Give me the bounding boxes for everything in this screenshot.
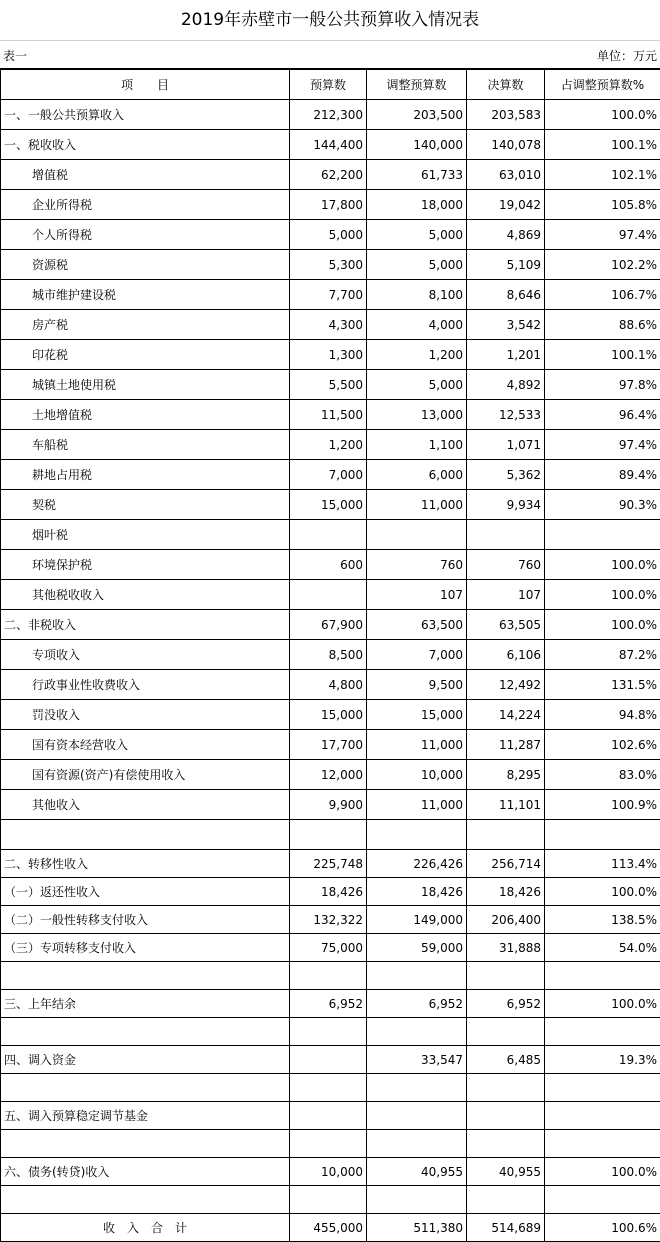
row-final: 1,201 xyxy=(467,340,545,370)
row-pct: 100.0% xyxy=(545,878,660,906)
table-row xyxy=(1,700,660,730)
table-row xyxy=(1,760,660,790)
row-budget xyxy=(290,1186,367,1214)
table-row xyxy=(1,820,660,850)
row-name: 车船税 xyxy=(1,430,290,460)
table-row xyxy=(1,1018,660,1046)
row-adjusted: 33,547 xyxy=(367,1046,467,1074)
row-adjusted: 107 xyxy=(367,580,467,610)
page-title: 2019年赤壁市一般公共预算收入情况表 xyxy=(0,0,660,41)
row-budget: 7,000 xyxy=(290,460,367,490)
row-adjusted xyxy=(367,1074,467,1102)
row-pct xyxy=(545,962,660,990)
row-final: 11,101 xyxy=(467,790,545,820)
row-budget: 132,322 xyxy=(290,906,367,934)
table-row xyxy=(1,520,660,550)
row-budget: 600 xyxy=(290,550,367,580)
row-adjusted xyxy=(367,820,467,850)
row-name: 印花税 xyxy=(1,340,290,370)
row-pct: 100.1% xyxy=(545,130,660,160)
row-final xyxy=(467,1102,545,1130)
row-pct xyxy=(545,820,660,850)
row-final: 8,646 xyxy=(467,280,545,310)
row-pct xyxy=(545,1130,660,1158)
row-name: 二、转移性收入 xyxy=(1,850,290,878)
row-name: 行政事业性收费收入 xyxy=(1,670,290,700)
table-row xyxy=(1,130,660,160)
row-adjusted: 4,000 xyxy=(367,310,467,340)
row-name: 个人所得税 xyxy=(1,220,290,250)
table-header-row xyxy=(1,70,660,100)
row-pct: 96.4% xyxy=(545,400,660,430)
row-adjusted: 1,200 xyxy=(367,340,467,370)
row-name xyxy=(1,1186,290,1214)
row-pct: 94.8% xyxy=(545,700,660,730)
row-adjusted: 5,000 xyxy=(367,250,467,280)
table-row xyxy=(1,934,660,962)
row-pct: 19.3% xyxy=(545,1046,660,1074)
row-name: 企业所得税 xyxy=(1,190,290,220)
row-adjusted: 59,000 xyxy=(367,934,467,962)
row-adjusted: 13,000 xyxy=(367,400,467,430)
row-adjusted: 5,000 xyxy=(367,220,467,250)
table-row xyxy=(1,580,660,610)
row-budget xyxy=(290,580,367,610)
row-budget: 15,000 xyxy=(290,700,367,730)
row-pct: 87.2% xyxy=(545,640,660,670)
row-adjusted: 760 xyxy=(367,550,467,580)
row-budget xyxy=(290,1102,367,1130)
row-final: 14,224 xyxy=(467,700,545,730)
row-final: 3,542 xyxy=(467,310,545,340)
row-budget: 1,200 xyxy=(290,430,367,460)
row-adjusted: 140,000 xyxy=(367,130,467,160)
table-row xyxy=(1,310,660,340)
row-pct: 102.1% xyxy=(545,160,660,190)
row-pct: 88.6% xyxy=(545,310,660,340)
row-pct: 106.7% xyxy=(545,280,660,310)
row-final: 63,505 xyxy=(467,610,545,640)
row-budget xyxy=(290,1046,367,1074)
row-pct: 100.0% xyxy=(545,100,660,130)
row-name xyxy=(1,962,290,990)
header-adjusted: 调整预算数 xyxy=(367,70,467,100)
table-row xyxy=(1,610,660,640)
table-row xyxy=(1,490,660,520)
row-budget: 17,700 xyxy=(290,730,367,760)
row-budget: 8,500 xyxy=(290,640,367,670)
header-budget: 预算数 xyxy=(290,70,367,100)
row-budget: 7,700 xyxy=(290,280,367,310)
row-adjusted: 61,733 xyxy=(367,160,467,190)
row-name xyxy=(1,820,290,850)
row-final: 760 xyxy=(467,550,545,580)
row-name xyxy=(1,1018,290,1046)
row-name: 城镇土地使用税 xyxy=(1,370,290,400)
row-pct: 89.4% xyxy=(545,460,660,490)
row-name: 环境保护税 xyxy=(1,550,290,580)
table-row xyxy=(1,160,660,190)
row-budget: 4,300 xyxy=(290,310,367,340)
row-final xyxy=(467,1018,545,1046)
row-pct xyxy=(545,520,660,550)
row-name: 二、非税收入 xyxy=(1,610,290,640)
table-row xyxy=(1,670,660,700)
row-budget: 4,800 xyxy=(290,670,367,700)
row-adjusted xyxy=(367,520,467,550)
row-adjusted: 15,000 xyxy=(367,700,467,730)
row-final: 4,892 xyxy=(467,370,545,400)
row-final: 4,869 xyxy=(467,220,545,250)
row-adjusted: 6,000 xyxy=(367,460,467,490)
row-final: 107 xyxy=(467,580,545,610)
row-pct: 100.6% xyxy=(545,1214,660,1242)
row-adjusted xyxy=(367,1130,467,1158)
row-adjusted: 18,000 xyxy=(367,190,467,220)
row-pct: 54.0% xyxy=(545,934,660,962)
row-adjusted: 5,000 xyxy=(367,370,467,400)
row-pct: 113.4% xyxy=(545,850,660,878)
row-name: 城市维护建设税 xyxy=(1,280,290,310)
row-adjusted xyxy=(367,962,467,990)
row-pct: 90.3% xyxy=(545,490,660,520)
row-final: 6,106 xyxy=(467,640,545,670)
row-adjusted: 11,000 xyxy=(367,790,467,820)
row-adjusted: 7,000 xyxy=(367,640,467,670)
row-budget: 455,000 xyxy=(290,1214,367,1242)
row-adjusted: 18,426 xyxy=(367,878,467,906)
row-final xyxy=(467,1186,545,1214)
row-final: 514,689 xyxy=(467,1214,545,1242)
row-final: 6,485 xyxy=(467,1046,545,1074)
row-pct: 102.6% xyxy=(545,730,660,760)
row-name: 房产税 xyxy=(1,310,290,340)
row-name: 五、调入预算稳定调节基金 xyxy=(1,1102,290,1130)
row-pct: 131.5% xyxy=(545,670,660,700)
table-subheader xyxy=(0,40,660,69)
row-final: 63,010 xyxy=(467,160,545,190)
unit-label: 单位：万元 xyxy=(597,47,657,64)
table-row xyxy=(1,962,660,990)
row-name: 一、一般公共预算收入 xyxy=(1,100,290,130)
row-final xyxy=(467,820,545,850)
row-name: 耕地占用税 xyxy=(1,460,290,490)
row-name: 资源税 xyxy=(1,250,290,280)
row-budget: 5,300 xyxy=(290,250,367,280)
row-name: 六、债务(转贷)收入 xyxy=(1,1158,290,1186)
row-final: 6,952 xyxy=(467,990,545,1018)
table-row xyxy=(1,280,660,310)
table-row xyxy=(1,430,660,460)
row-budget: 225,748 xyxy=(290,850,367,878)
row-name: 增值税 xyxy=(1,160,290,190)
header-item: 项 目 xyxy=(1,70,290,100)
row-budget: 5,000 xyxy=(290,220,367,250)
row-name: （一）返还性收入 xyxy=(1,878,290,906)
row-final: 12,533 xyxy=(467,400,545,430)
row-name: 烟叶税 xyxy=(1,520,290,550)
row-pct xyxy=(545,1186,660,1214)
table-row xyxy=(1,1130,660,1158)
row-budget xyxy=(290,820,367,850)
row-budget xyxy=(290,520,367,550)
row-pct: 100.0% xyxy=(545,990,660,1018)
row-name: （二）一般性转移支付收入 xyxy=(1,906,290,934)
row-name: 收 入 合 计 xyxy=(1,1214,290,1242)
total-row xyxy=(1,1214,660,1242)
row-budget: 11,500 xyxy=(290,400,367,430)
row-adjusted: 149,000 xyxy=(367,906,467,934)
row-budget: 67,900 xyxy=(290,610,367,640)
row-budget xyxy=(290,1074,367,1102)
table-row xyxy=(1,1102,660,1130)
row-pct: 102.2% xyxy=(545,250,660,280)
row-budget: 144,400 xyxy=(290,130,367,160)
row-budget: 17,800 xyxy=(290,190,367,220)
row-budget: 5,500 xyxy=(290,370,367,400)
row-pct xyxy=(545,1102,660,1130)
row-final: 206,400 xyxy=(467,906,545,934)
row-name: 四、调入资金 xyxy=(1,1046,290,1074)
row-adjusted: 40,955 xyxy=(367,1158,467,1186)
row-adjusted: 6,952 xyxy=(367,990,467,1018)
row-final: 8,295 xyxy=(467,760,545,790)
row-pct: 97.8% xyxy=(545,370,660,400)
row-name: 土地增值税 xyxy=(1,400,290,430)
row-adjusted: 10,000 xyxy=(367,760,467,790)
row-name xyxy=(1,1074,290,1102)
table-row xyxy=(1,250,660,280)
row-final xyxy=(467,1074,545,1102)
row-name: 一、税收收入 xyxy=(1,130,290,160)
row-pct: 100.0% xyxy=(545,580,660,610)
table-row xyxy=(1,400,660,430)
row-final: 5,362 xyxy=(467,460,545,490)
row-pct: 100.9% xyxy=(545,790,660,820)
row-final: 31,888 xyxy=(467,934,545,962)
row-adjusted xyxy=(367,1102,467,1130)
row-adjusted: 203,500 xyxy=(367,100,467,130)
table-row xyxy=(1,340,660,370)
row-adjusted: 8,100 xyxy=(367,280,467,310)
table-row xyxy=(1,790,660,820)
row-budget: 18,426 xyxy=(290,878,367,906)
row-adjusted: 511,380 xyxy=(367,1214,467,1242)
row-adjusted: 1,100 xyxy=(367,430,467,460)
row-pct: 100.1% xyxy=(545,340,660,370)
row-adjusted xyxy=(367,1186,467,1214)
row-pct: 97.4% xyxy=(545,430,660,460)
table-row xyxy=(1,190,660,220)
row-budget: 15,000 xyxy=(290,490,367,520)
header-final: 决算数 xyxy=(467,70,545,100)
table-row xyxy=(1,460,660,490)
row-budget: 75,000 xyxy=(290,934,367,962)
row-final: 40,955 xyxy=(467,1158,545,1186)
row-adjusted xyxy=(367,1018,467,1046)
table-row xyxy=(1,1158,660,1186)
row-pct: 138.5% xyxy=(545,906,660,934)
row-budget xyxy=(290,1018,367,1046)
row-adjusted: 226,426 xyxy=(367,850,467,878)
row-budget: 62,200 xyxy=(290,160,367,190)
row-final xyxy=(467,962,545,990)
row-name: 罚没收入 xyxy=(1,700,290,730)
row-name: 其他收入 xyxy=(1,790,290,820)
row-adjusted: 11,000 xyxy=(367,490,467,520)
row-final: 256,714 xyxy=(467,850,545,878)
row-final: 203,583 xyxy=(467,100,545,130)
row-pct: 100.0% xyxy=(545,550,660,580)
table-row xyxy=(1,1046,660,1074)
row-final: 18,426 xyxy=(467,878,545,906)
table-row xyxy=(1,878,660,906)
row-pct: 100.0% xyxy=(545,1158,660,1186)
row-pct: 100.0% xyxy=(545,610,660,640)
table-row xyxy=(1,1186,660,1214)
row-name: 契税 xyxy=(1,490,290,520)
row-pct xyxy=(545,1074,660,1102)
row-budget: 12,000 xyxy=(290,760,367,790)
table-row xyxy=(1,640,660,670)
row-name: 国有资本经营收入 xyxy=(1,730,290,760)
table-number: 表一 xyxy=(3,47,27,64)
row-pct: 105.8% xyxy=(545,190,660,220)
row-final: 9,934 xyxy=(467,490,545,520)
row-final xyxy=(467,1130,545,1158)
row-adjusted: 11,000 xyxy=(367,730,467,760)
table-row xyxy=(1,100,660,130)
row-pct xyxy=(545,1018,660,1046)
row-final: 5,109 xyxy=(467,250,545,280)
header-pct: 占调整预算数% xyxy=(545,70,660,100)
table-row xyxy=(1,370,660,400)
row-name: 专项收入 xyxy=(1,640,290,670)
row-name: 国有资源(资产)有偿使用收入 xyxy=(1,760,290,790)
table-row xyxy=(1,730,660,760)
row-final: 1,071 xyxy=(467,430,545,460)
row-pct: 97.4% xyxy=(545,220,660,250)
row-final: 140,078 xyxy=(467,130,545,160)
table-row xyxy=(1,550,660,580)
row-budget: 10,000 xyxy=(290,1158,367,1186)
row-name: （三）专项转移支付收入 xyxy=(1,934,290,962)
row-budget: 6,952 xyxy=(290,990,367,1018)
row-pct: 83.0% xyxy=(545,760,660,790)
row-final: 12,492 xyxy=(467,670,545,700)
row-adjusted: 9,500 xyxy=(367,670,467,700)
row-adjusted: 63,500 xyxy=(367,610,467,640)
row-budget xyxy=(290,1130,367,1158)
row-name: 三、上年结余 xyxy=(1,990,290,1018)
row-final: 11,287 xyxy=(467,730,545,760)
row-budget: 9,900 xyxy=(290,790,367,820)
table-row xyxy=(1,1074,660,1102)
row-budget xyxy=(290,962,367,990)
revenue-table xyxy=(0,69,660,1242)
row-final: 19,042 xyxy=(467,190,545,220)
row-budget: 1,300 xyxy=(290,340,367,370)
table-row xyxy=(1,906,660,934)
table-row xyxy=(1,220,660,250)
row-name: 其他税收收入 xyxy=(1,580,290,610)
table-row xyxy=(1,990,660,1018)
row-budget: 212,300 xyxy=(290,100,367,130)
row-final xyxy=(467,520,545,550)
table-row xyxy=(1,850,660,878)
row-name xyxy=(1,1130,290,1158)
